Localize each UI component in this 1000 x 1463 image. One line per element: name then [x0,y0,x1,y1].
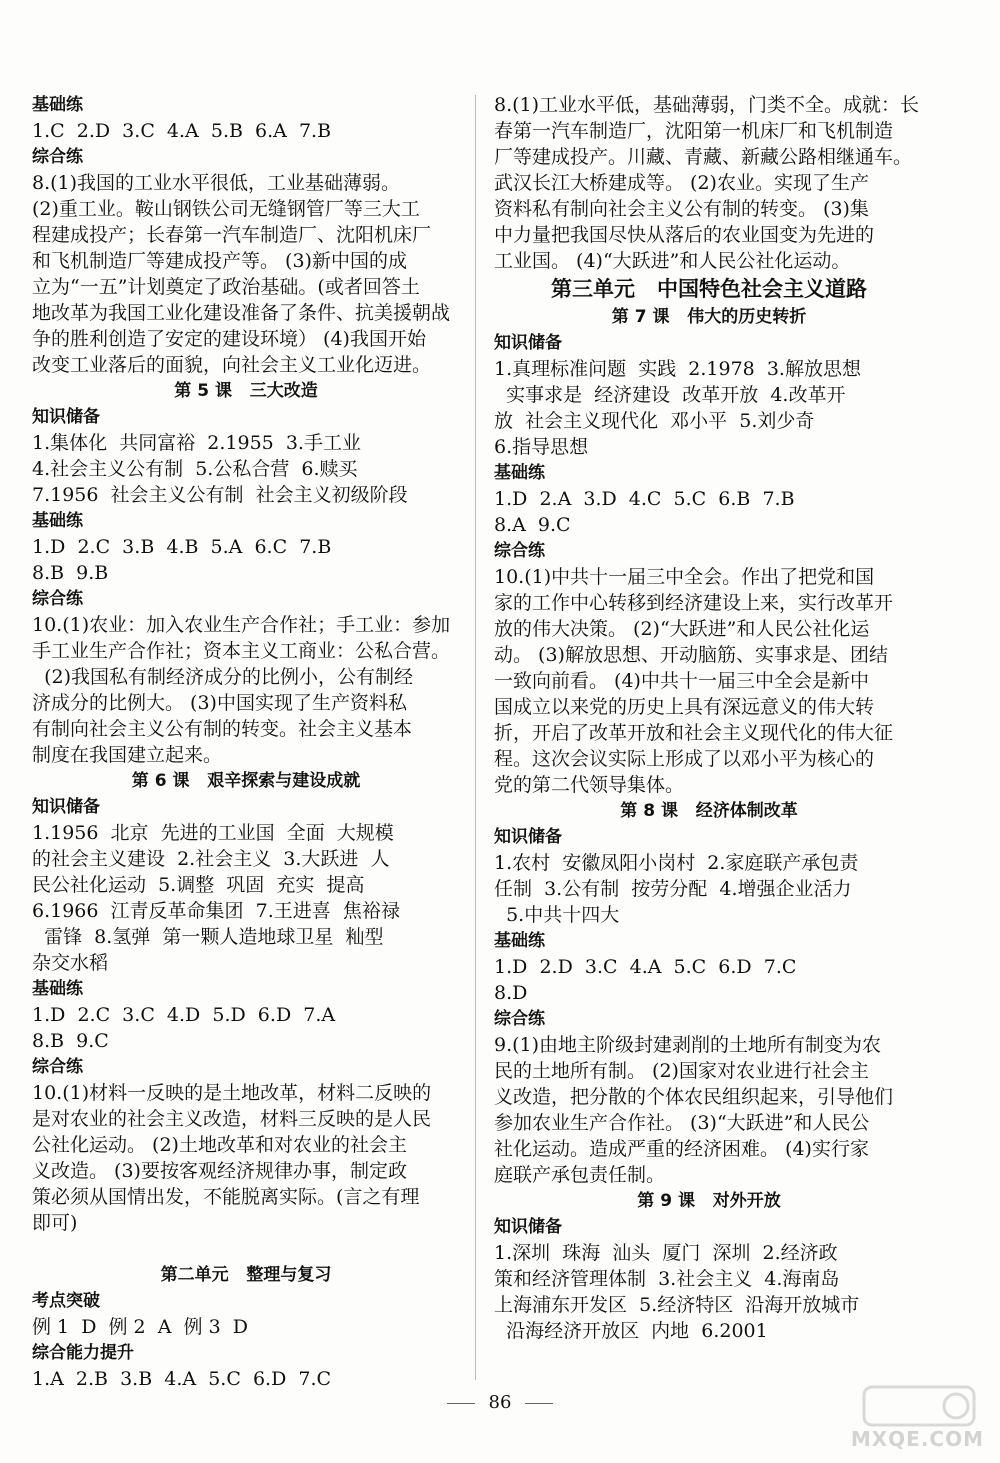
section-heading: 基础练 [494,463,545,483]
answer-line: 1.A 2.B 3.B 4.A 5.C 6.D 7.C [32,1368,332,1390]
answer-line: 8.(1)我国的工业水平很低，工业基础薄弱。 [32,172,401,194]
answer-line: 程。这次会议实际上形成了以邓小平为核心的 [494,748,875,770]
section-heading: 知识储备 [494,1217,562,1237]
answer-line: 7.1956 社会主义公有制 社会主义初级阶段 [32,484,408,506]
section-heading: 综合练 [32,147,83,167]
answer-line: 民的土地所有制。 (2)国家对农业进行社会主 [494,1060,869,1082]
answer-line: 1.农村 安徽凤阳小岗村 2.家庭联产承包责 [494,852,859,874]
answer-line: 沿海经济开放区 内地 6.2001 [494,1320,768,1342]
answer-line: 1.真理标准问题 实践 2.1978 3.解放思想 [494,358,861,380]
section-heading: 综合练 [32,1057,83,1077]
answer-line: 争的胜利创造了安定的建设环境） (4)我国开始 [32,328,426,350]
answer-line: 1.集体化 共同富裕 2.1955 3.手工业 [32,432,361,454]
watermark-logo-icon [844,1383,984,1433]
answer-line: 5.中共十四大 [494,904,620,926]
answer-line: 即可) [32,1212,78,1234]
answer-line: 1.D 2.C 3.C 4.D 5.D 6.D 7.A [32,1004,336,1026]
answer-line: (2)重工业。鞍山钢铁公司无缝钢管厂等三大工 [32,198,420,220]
section-heading: 知识储备 [494,333,562,353]
lesson-title: 第 5 课 三大改造 [174,381,318,401]
section-heading: 综合练 [494,1009,545,1029]
answer-line: 10.(1)中共十一届三中全会。作出了把党和国 [494,566,875,588]
answer-line: 制度在我国建立起来。 [32,744,223,766]
answer-line: 一致向前看。 (4)中共十一届三中全会是新中 [494,670,869,692]
answer-line: 民公社化运动 5.调整 巩固 充实 提高 [32,874,365,896]
answer-line: 6.指导思想 [494,436,589,458]
spacer [32,1236,460,1262]
answer-line: 1.深圳 珠海 汕头 厦门 深圳 2.经济政 [494,1242,838,1264]
answer-line: 雷锋 8.氢弹 第一颗人造地球卫星 籼型 [32,926,384,948]
answer-line: 立为“一五”计划奠定了政治基础。(或者回答土 [32,276,420,298]
answer-line: 8.B 9.B [32,562,109,584]
answer-line: 任制 3.公有制 按劳分配 4.增强企业活力 [494,878,852,900]
section-heading: 基础练 [32,979,83,999]
answer-line: 手工业生产合作社；资本主义工商业：公私合营。 [32,640,451,662]
answer-line: 义改造，把分散的个体农民组织起来，引导他们 [494,1086,894,1108]
answer-line: 6.1966 江青反革命集团 7.王进喜 焦裕禄 [32,900,400,922]
unit-title: 第三单元 中国特色社会主义道路 [551,277,867,301]
watermark [844,1383,984,1453]
answer-line: 8.A 9.C [494,514,571,536]
column-divider [475,95,476,1380]
answer-line: 1.D 2.C 3.B 4.B 5.A 6.C 7.B [32,536,332,558]
answer-line: 是对农业的社会主义改造，材料三反映的是人民 [32,1108,432,1130]
answer-line: 10.(1)农业：加入农业生产合作社；手工业：参加 [32,614,451,636]
answer-line: 武汉长江大桥建成等。 (2)农业。实现了生产 [494,172,869,194]
answer-line: 社化运动。造成严重的经济困难。 (4)实行家 [494,1138,869,1160]
answer-line: 策和经济管理体制 3.社会主义 4.海南岛 [494,1268,840,1290]
answer-line: 1.C 2.D 3.C 4.A 5.B 6.A 7.B [32,120,332,142]
lesson-title: 第二单元 整理与复习 [160,1265,332,1285]
lesson-title: 第 9 课 对外开放 [637,1191,781,1211]
answer-line: 春第一汽车制造厂，沈阳第一机床厂和飞机制造 [494,120,894,142]
answer-line: 放的伟大决策。 (2)“大跃进”和人民公社化运 [494,618,870,640]
answer-line: 国成立以来党的历史上具有深远意义的伟大转 [494,696,875,718]
answer-line: 参加农业生产合作社。 (3)“大跃进”和人民公 [494,1112,870,1134]
answer-line: 策必须从国情出发，不能脱离实际。(言之有理 [32,1186,420,1208]
right-column [494,92,924,1344]
section-heading: 综合能力提升 [32,1343,134,1363]
answer-line: 1.1956 北京 先进的工业国 全面 大规模 [32,822,394,844]
watermark-text: MXQE.COM [850,1427,984,1451]
answer-line: 8.D [494,982,528,1004]
answer-line: 折，开启了改革开放和社会主义现代化的伟大征 [494,722,894,744]
answer-line: 动。 (3)解放思想、开动脑筋、实事求是、团结 [494,644,888,666]
section-heading: 基础练 [494,931,545,951]
answer-line: 义改造。 (3)要按客观经济规律办事，制定政 [32,1160,407,1182]
answer-line: 厂等建成投产。川藏、青藏、新藏公路相继通车。 [494,146,913,168]
lesson-title: 第 7 课 伟大的历史转折 [611,307,807,327]
answer-line: 实事求是 经济建设 改革开放 4.改革开 [494,384,846,406]
section-heading: 基础练 [32,511,83,531]
section-heading: 考点突破 [32,1291,100,1311]
answer-line: 庭联产承包责任制。 [494,1164,666,1186]
section-heading: 综合练 [32,589,83,609]
answer-line: 地改革为我国工业化建设准备了条件、抗美援朝战 [32,302,451,324]
answer-line: 公社化运动。 (2)土地改革和对农业的社会主 [32,1134,407,1156]
page-number: 86 [488,1392,512,1413]
answer-line: 1.D 2.D 3.C 4.A 5.C 6.D 7.C [494,956,797,978]
lesson-title: 第 6 课 艰辛探索与建设成就 [131,771,361,791]
answer-line: 资料私有制向社会主义公有制的转变。 (3)集 [494,198,869,220]
answer-line: 上海浦东开发区 5.经济特区 沿海开放城市 [494,1294,860,1316]
answer-line: 杂交水稻 [32,952,109,974]
answer-line: 改变工业落后的面貌，向社会主义工业化迈进。 [32,354,432,376]
answer-line: 有制向社会主义公有制的转变。社会主义基本 [32,718,413,740]
section-heading: 知识储备 [32,407,100,427]
left-column [32,92,460,1392]
section-heading: 综合练 [494,541,545,561]
answer-line: 9.(1)由地主阶级封建剥削的土地所有制变为农 [494,1034,882,1056]
answer-line: 的社会主义建设 2.社会主义 3.大跃进 人 [32,848,390,870]
answer-line: 例 1 D 例 2 A 例 3 D [32,1316,248,1338]
answer-line: 1.D 2.A 3.D 4.C 5.C 6.B 7.B [494,488,795,510]
answer-line: 8.(1)工业水平低，基础薄弱，门类不全。成就：长 [494,94,920,116]
answer-line: (2)我国私有制经济成分的比例小，公有制经 [32,666,413,688]
section-heading: 知识储备 [494,827,562,847]
answer-line: 中力量把我国尽快从落后的农业国变为先进的 [494,224,875,246]
section-heading: 基础练 [32,95,83,115]
answer-line: 工业国。 (4)“大跃进”和人民公社化运动。 [494,250,851,272]
answer-line: 程建成投产；长春第一汽车制造厂、沈阳机床厂 [32,224,432,246]
answer-line: 和飞机制造厂等建成投产等。 (3)新中国的成 [32,250,407,272]
answer-line: 家的工作中心转移到经济建设上来，实行改革开 [494,592,894,614]
section-heading: 知识储备 [32,797,100,817]
lesson-title: 第 8 课 经济体制改革 [620,801,798,821]
answer-line: 党的第二代领导集体。 [494,774,685,796]
answer-line: 8.B 9.C [32,1030,109,1052]
answer-line: 4.社会主义公有制 5.公私合营 6.赎买 [32,458,358,480]
answer-line: 10.(1)材料一反映的是土地改革，材料二反映的 [32,1082,432,1104]
answer-line: 放 社会主义现代化 邓小平 5.刘少奇 [494,410,815,432]
answer-line: 济成分的比例大。 (3)中国实现了生产资料私 [32,692,407,714]
